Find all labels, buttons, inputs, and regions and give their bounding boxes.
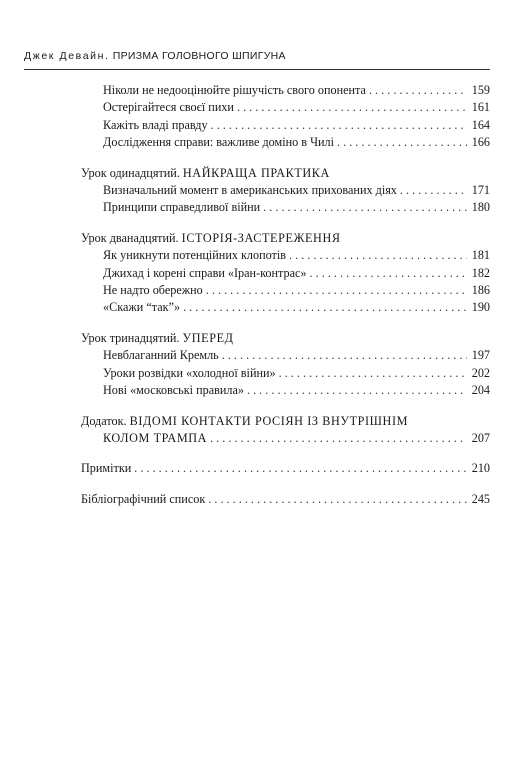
- toc-entry-page: 204: [471, 383, 490, 398]
- leader-dots: [263, 199, 467, 216]
- appendix-prefix: Додаток.: [81, 413, 127, 428]
- toc-entry[interactable]: [81, 182, 490, 199]
- spacer: [81, 400, 490, 413]
- toc-entry[interactable]: [81, 430, 490, 447]
- toc-entry-page: 164: [471, 117, 490, 132]
- toc-entry[interactable]: [81, 265, 490, 282]
- toc-entry-title: Остерігайтеся своєї пихи: [103, 100, 234, 115]
- spacer: [81, 217, 490, 230]
- toc-entry[interactable]: [81, 299, 490, 316]
- leader-dots: [222, 347, 467, 364]
- toc-entry[interactable]: [81, 134, 490, 151]
- lesson-11-heading[interactable]: [81, 165, 490, 182]
- toc-entry[interactable]: [81, 365, 490, 382]
- toc-entry-title: Уроки розвідки «холодної війни»: [103, 365, 276, 380]
- toc-entry-title: Нові «московські правила»: [103, 383, 244, 398]
- toc-entry-page: 190: [471, 300, 490, 315]
- toc-entry-title: Принципи справедливої війни: [103, 200, 261, 215]
- leader-dots: [237, 99, 467, 116]
- spacer: [81, 478, 490, 491]
- toc-entry-page: 245: [471, 491, 490, 506]
- toc-entry-title: Бібліографічний список: [81, 491, 206, 506]
- lesson-13-prefix: Урок тринадцятий.: [81, 330, 180, 345]
- toc-entry[interactable]: [81, 382, 490, 399]
- leader-dots: [210, 430, 467, 447]
- toc-entry[interactable]: [81, 117, 490, 134]
- leader-dots: [206, 282, 467, 299]
- toc-entry-page: 166: [471, 135, 490, 150]
- lesson-11-title: НАЙКРАЩА ПРАКТИКА: [182, 165, 330, 180]
- leader-dots: [134, 460, 467, 477]
- toc-entry-page: 171: [471, 183, 490, 198]
- toc-entry-title: Кажіть владі правду: [103, 117, 208, 132]
- toc-entry[interactable]: [81, 247, 490, 264]
- toc-entry-page: 202: [471, 365, 490, 380]
- toc-entry-page: 197: [471, 348, 490, 363]
- toc-entry-bibliography[interactable]: [81, 491, 490, 508]
- toc-entry[interactable]: [81, 347, 490, 364]
- lesson-12-title: ІСТОРІЯ-ЗАСТЕРЕЖЕННЯ: [181, 230, 341, 245]
- toc-entry-title: Дослідження справи: важливе доміно в Чилі: [103, 135, 335, 150]
- appendix-heading[interactable]: [81, 413, 490, 430]
- toc-entry[interactable]: [81, 199, 490, 216]
- running-head-author: Джек Девайн.: [24, 50, 110, 62]
- table-of-contents: [81, 82, 490, 508]
- toc-entry-page: 210: [471, 461, 490, 476]
- spacer: [81, 152, 490, 165]
- leader-dots: [337, 134, 467, 151]
- toc-entry-page: 186: [471, 283, 490, 298]
- leader-dots: [208, 491, 467, 508]
- toc-entry[interactable]: [81, 82, 490, 99]
- leader-dots: [310, 265, 467, 282]
- leader-dots: [289, 247, 467, 264]
- leader-dots: [400, 182, 467, 199]
- lesson-13-heading[interactable]: [81, 330, 490, 347]
- running-head-book-title: ПРИЗМА ГОЛОВНОГО ШПИГУНА: [112, 50, 286, 62]
- lesson-11-prefix: Урок одинадцятий.: [81, 165, 180, 180]
- toc-entry[interactable]: [81, 99, 490, 116]
- leader-dots: [211, 117, 467, 134]
- toc-entry-page: 159: [471, 83, 490, 97]
- toc-entry-title: Не надто обережно: [103, 283, 203, 298]
- leader-dots: [369, 82, 467, 99]
- lesson-12-heading[interactable]: [81, 230, 490, 247]
- toc-entry-page: 161: [471, 100, 490, 115]
- toc-entry[interactable]: [81, 282, 490, 299]
- leader-dots: [247, 382, 467, 399]
- appendix-title-line2: КОЛОМ ТРАМПА: [103, 430, 208, 445]
- toc-entry-notes[interactable]: [81, 460, 490, 477]
- lesson-13-title: УПЕРЕД: [182, 330, 234, 345]
- running-head: [24, 50, 286, 62]
- toc-entry-title: Як уникнути потенційних клопотів: [103, 248, 287, 263]
- toc-entry-title: «Скажи “так”»: [103, 300, 181, 315]
- header-rule: [24, 69, 490, 70]
- toc-entry-title: Ніколи не недооцінюйте рішучість свого опонента: [103, 83, 366, 97]
- spacer: [81, 317, 490, 330]
- appendix-title-line1: ВІДОМІ КОНТАКТИ РОСІЯН ІЗ ВНУТРІШНІМ: [129, 413, 409, 428]
- leader-dots: [279, 365, 467, 382]
- toc-entry-title: Джихад і корені справи «Іран-контрас»: [103, 265, 307, 280]
- toc-entry-title: Визначальний момент в американських прихованих діях: [103, 183, 397, 198]
- toc-entry-page: 207: [471, 430, 490, 445]
- lesson-12-prefix: Урок дванадцятий.: [81, 230, 179, 245]
- toc-entry-page: 182: [471, 265, 490, 280]
- toc-entry-page: 180: [471, 200, 490, 215]
- leader-dots: [183, 299, 467, 316]
- toc-entry-title: Невблаганний Кремль: [103, 348, 219, 363]
- toc-entry-title: Примітки: [81, 461, 132, 476]
- spacer: [81, 447, 490, 460]
- toc-entry-page: 181: [471, 248, 490, 263]
